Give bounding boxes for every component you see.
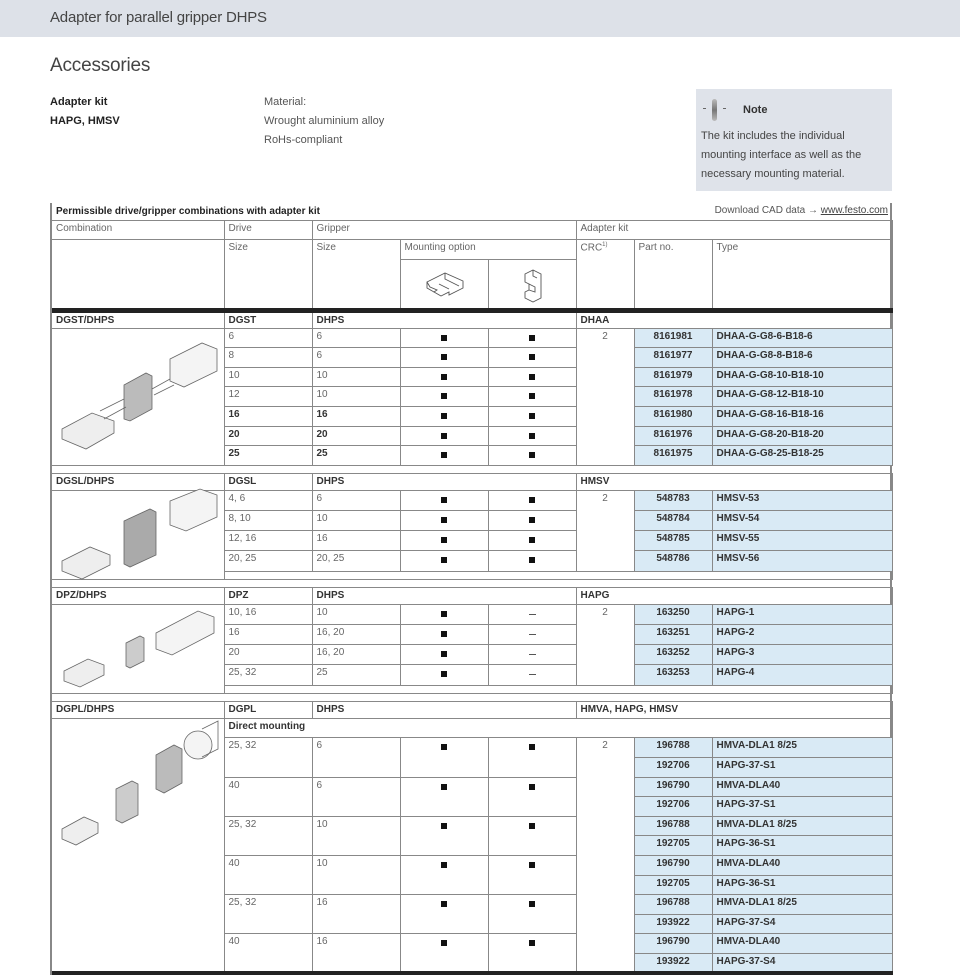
group-gripper: DHPS bbox=[312, 310, 576, 328]
check-square-icon bbox=[529, 901, 535, 907]
table-row: 12 10 8161978 DHAA-G-G8-12-B18-10 bbox=[52, 387, 892, 407]
crc-value: 2 bbox=[576, 328, 634, 465]
combinations-table: Permissible drive/gripper combinations with adapter kit Combination Drive Gripper Adapter kit Size Size Mounting option CRC$^{1)}$ Part no. Type DGST/DHPS DGST DHPS DHAA 6 6 2 8161981 DHAA-G-G8-6-B18-6 8 6 8161977 DHAA-G-G8-8-B18-6 10 10 8161979 DHAA-G-G8-10-B18-10 12 10 8161978 DHAA-G-G8-12-B18-10 16 16 8161980 DHAA-G-G8-16-B18-16 20 20 8161976 DHAA-G-G8-20-B18-20 25 25 8161975 DHAA-G-G8-25-B18-25 DGSL/DHPS DGSL DHPS HMSV 4, 6 6 2 548783 HMSV-53 8, 10 10 548784 HMSV-54 12, 16 16 548785 HMSV-55 20, 25 20, 25 548786 HMSV-56 DPZ/DHPS DPZ DHPS HAPG 10, 16 10 2 163250 HAPG-1 16 16, 20 163251 HAPG-2 20 16, 20 163252 HAPG-3 25, 32 25 163253 HAPG-4 DGPL/DHPS DGPL DHPS HMVA, HAPG, HMSV Direct mounting 25, 32 6 2 196788 HMVA-DLA1 8/25 192706 HAPG-37-S1 40 6 196790 HMVA-DLA40 192706 HAPG-37-S1 25, 32 10 196788 HMVA-DLA1 8/25 192705 HAPG-36-S1 40 10 196790 HMVA-DLA40 192705 HAPG-36-S1 25, 32 16 196788 HMVA-DLA1 8/25 193922 HAPG-37-S4 40 16 196790 HMVA-DLA40 193922 HAPG-37-S4 bbox=[50, 203, 892, 975]
check-square-icon bbox=[529, 354, 535, 360]
group-combination: DGST/DHPS bbox=[52, 310, 224, 328]
table-row: 8 6 8161977 DHAA-G-G8-8-B18-6 bbox=[52, 348, 892, 368]
table-row: 16 16 8161980 DHAA-G-G8-16-B18-16 bbox=[52, 407, 892, 427]
note-title: Note bbox=[743, 104, 768, 116]
table-row: 25, 32 16 196788 HMVA-DLA1 8/25 bbox=[52, 895, 892, 915]
group-drive: DGPL bbox=[224, 701, 312, 718]
dgsl-dhps-assembly-image bbox=[52, 490, 224, 579]
dgpl-dhps-assembly-image bbox=[52, 718, 224, 973]
arrow-right-icon: → bbox=[807, 205, 818, 216]
check-square-icon bbox=[441, 901, 447, 907]
check-square-icon bbox=[441, 452, 447, 458]
header-drive: Drive bbox=[224, 220, 312, 240]
header-part-no: Part no. bbox=[634, 240, 712, 311]
crc-value: 2 bbox=[576, 738, 634, 973]
check-square-icon bbox=[441, 651, 447, 657]
material-label: Material: bbox=[264, 96, 307, 108]
group-drive: DPZ bbox=[224, 587, 312, 604]
header-gripper: Gripper bbox=[312, 220, 576, 240]
check-square-icon bbox=[441, 413, 447, 419]
table-row: 40 6 196790 HMVA-DLA40 bbox=[52, 777, 892, 797]
not-available-dash-icon bbox=[529, 654, 536, 655]
cad-label: Download CAD data bbox=[714, 205, 806, 216]
check-square-icon bbox=[529, 413, 535, 419]
check-square-icon bbox=[529, 823, 535, 829]
section-title: Accessories bbox=[50, 55, 151, 76]
table-row: 8, 10 10 548784 HMSV-54 bbox=[52, 511, 892, 531]
table-row: 10 10 8161979 DHAA-G-G8-10-B18-10 bbox=[52, 367, 892, 387]
header-mounting-option: Mounting option bbox=[400, 240, 576, 260]
table-row: 4, 6 6 2 548783 HMSV-53 bbox=[52, 490, 892, 510]
header-combination: Combination bbox=[52, 220, 224, 240]
page-title: Adapter for parallel gripper DHPS bbox=[50, 9, 267, 26]
not-available-dash-icon bbox=[529, 614, 536, 615]
group-drive: DGST bbox=[224, 310, 312, 328]
group-adapter: HAPG bbox=[576, 587, 892, 604]
check-square-icon bbox=[441, 557, 447, 563]
table-row: 25 25 8161975 DHAA-G-G8-25-B18-25 bbox=[52, 446, 892, 466]
note-info-icon bbox=[701, 98, 729, 122]
horizontal-mounting-icon bbox=[400, 259, 488, 310]
check-square-icon bbox=[441, 823, 447, 829]
header-crc: CRC$^{1)}$ bbox=[576, 240, 634, 311]
table-row: 20 20 8161976 DHAA-G-G8-20-B18-20 bbox=[52, 426, 892, 446]
check-square-icon bbox=[529, 862, 535, 868]
product-label-line1: Adapter kit bbox=[50, 96, 108, 108]
header-adapter-kit: Adapter kit bbox=[576, 220, 892, 240]
group-adapter: DHAA bbox=[576, 310, 892, 328]
check-square-icon bbox=[529, 784, 535, 790]
table-row: 12, 16 16 548785 HMSV-55 bbox=[52, 531, 892, 551]
table-row: 10, 16 10 2 163250 HAPG-1 bbox=[52, 604, 892, 624]
group-adapter: HMSV bbox=[576, 473, 892, 490]
dgst-dhps-assembly-image bbox=[52, 328, 224, 465]
check-square-icon bbox=[529, 940, 535, 946]
table-caption: Permissible drive/gripper combinations with adapter kit bbox=[56, 206, 320, 217]
festo-link[interactable]: www.festo.com bbox=[820, 205, 888, 216]
table-row: 6 6 2 8161981 DHAA-G-G8-6-B18-6 bbox=[52, 328, 892, 348]
product-label-line2: HAPG, HMSV bbox=[50, 115, 120, 127]
material-info bbox=[264, 93, 384, 150]
table-row: 20, 25 20, 25 548786 HMSV-56 bbox=[52, 551, 892, 571]
group-drive: DGSL bbox=[224, 473, 312, 490]
check-square-icon bbox=[529, 335, 535, 341]
check-square-icon bbox=[441, 537, 447, 543]
check-square-icon bbox=[441, 862, 447, 868]
check-square-icon bbox=[441, 784, 447, 790]
table-row: 25, 32 25 163253 HAPG-4 bbox=[52, 665, 892, 685]
check-square-icon bbox=[441, 517, 447, 523]
table-row: 25, 32 6 2 196788 HMVA-DLA1 8/25 bbox=[52, 738, 892, 758]
check-square-icon bbox=[441, 354, 447, 360]
check-square-icon bbox=[529, 557, 535, 563]
group-combination: DPZ/DHPS bbox=[52, 587, 224, 604]
group-combination: DGSL/DHPS bbox=[52, 473, 224, 490]
check-square-icon bbox=[529, 744, 535, 750]
check-square-icon bbox=[441, 497, 447, 503]
page-header bbox=[0, 0, 960, 37]
table-row: 40 16 196790 HMVA-DLA40 bbox=[52, 934, 892, 954]
check-square-icon bbox=[441, 671, 447, 677]
check-square-icon bbox=[441, 335, 447, 341]
group-gripper: DHPS bbox=[312, 587, 576, 604]
table-row: 20 16, 20 163252 HAPG-3 bbox=[52, 645, 892, 665]
material-line2: RoHs-compliant bbox=[264, 134, 343, 146]
check-square-icon bbox=[529, 497, 535, 503]
group-gripper: DHPS bbox=[312, 701, 576, 718]
group-combination: DGPL/DHPS bbox=[52, 701, 224, 718]
product-label bbox=[50, 93, 120, 131]
check-square-icon bbox=[441, 940, 447, 946]
not-available-dash-icon bbox=[529, 634, 536, 635]
check-square-icon bbox=[441, 744, 447, 750]
table-row: 25, 32 10 196788 HMVA-DLA1 8/25 bbox=[52, 816, 892, 836]
check-square-icon bbox=[529, 452, 535, 458]
header-drive-size: Size bbox=[224, 240, 312, 311]
check-square-icon bbox=[529, 537, 535, 543]
check-square-icon bbox=[529, 433, 535, 439]
table-row: 16 16, 20 163251 HAPG-2 bbox=[52, 625, 892, 645]
group-adapter: HMVA, HAPG, HMSV bbox=[576, 701, 892, 718]
table-row: 40 10 196790 HMVA-DLA40 bbox=[52, 856, 892, 876]
crc-value: 2 bbox=[576, 490, 634, 571]
not-available-dash-icon bbox=[529, 674, 536, 675]
check-square-icon bbox=[441, 631, 447, 637]
header-gripper-size: Size bbox=[312, 240, 400, 311]
check-square-icon bbox=[441, 611, 447, 617]
check-square-icon bbox=[529, 374, 535, 380]
dpz-dhps-assembly-image bbox=[52, 604, 224, 693]
check-square-icon bbox=[441, 374, 447, 380]
check-square-icon bbox=[529, 517, 535, 523]
check-square-icon bbox=[529, 393, 535, 399]
group-gripper: DHPS bbox=[312, 473, 576, 490]
check-square-icon bbox=[441, 433, 447, 439]
direct-mounting-subheader: Direct mounting bbox=[224, 718, 892, 738]
header-type: Type bbox=[712, 240, 892, 311]
note-box bbox=[696, 89, 892, 191]
vertical-mounting-icon bbox=[488, 259, 576, 310]
note-text: The kit includes the individual mounting interface as well as the necessary mounting material. bbox=[701, 130, 862, 180]
material-line1: Wrought aluminium alloy bbox=[264, 115, 385, 127]
crc-value: 2 bbox=[576, 604, 634, 685]
check-square-icon bbox=[441, 393, 447, 399]
